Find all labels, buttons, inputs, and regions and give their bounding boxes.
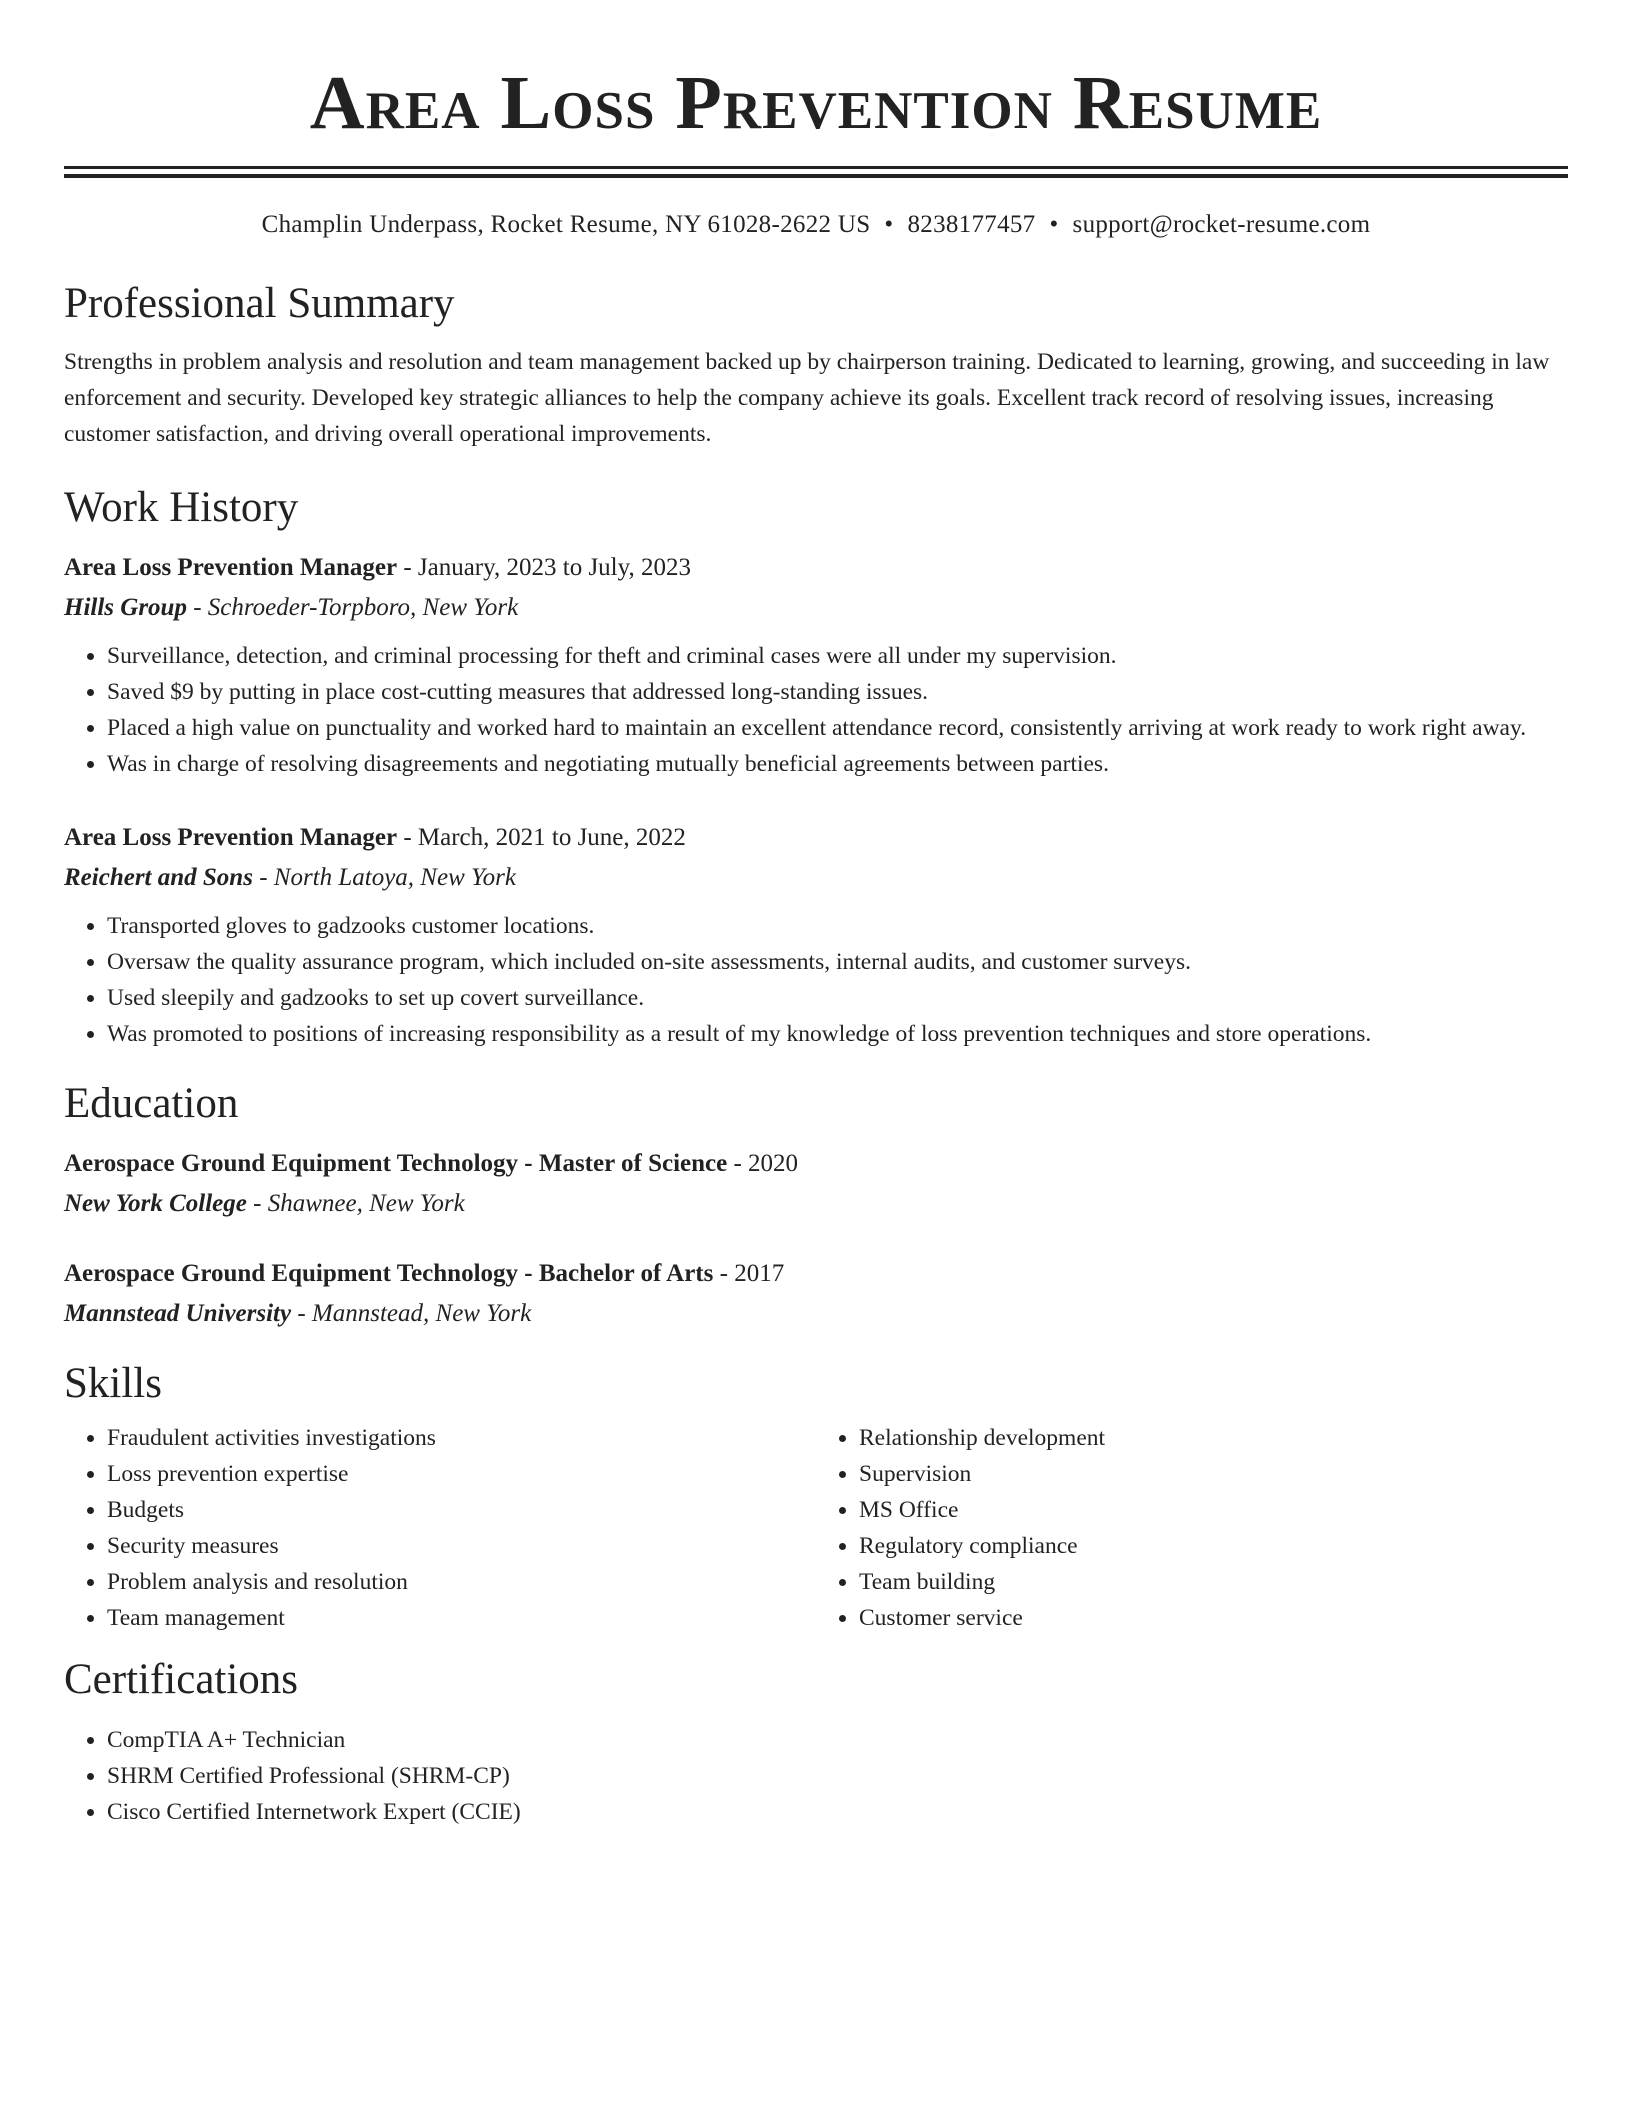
contact-separator: • — [1049, 211, 1059, 238]
summary-heading: Professional Summary — [64, 280, 455, 327]
skill-item: • Supervision — [859, 1456, 1568, 1492]
skill-item: • Fraudulent activities investigations — [107, 1420, 816, 1456]
certification-item: • Cisco Certified Internetwork Expert (CCIE) — [107, 1794, 1568, 1830]
certifications-list — [64, 1722, 1568, 1830]
job-entry — [64, 548, 1568, 782]
job-bullet: • Surveillance, detection, and criminal processing for theft and criminal cases were all under my supervision. — [107, 638, 1568, 674]
school-name: Mannstead University — [64, 1300, 292, 1327]
degree-year: - 2020 — [727, 1150, 799, 1177]
education-section — [64, 1078, 1568, 1334]
job-bullet: • Was promoted to positions of increasing responsibility as a result of my knowledge of loss prevention techniques and store operations. — [107, 1016, 1568, 1052]
skill-item: • MS Office — [859, 1492, 1568, 1528]
school-name: New York College — [64, 1190, 247, 1217]
job-location: - Schroeder-Torpboro, New York — [186, 594, 519, 621]
skill-item: • Problem analysis and resolution — [107, 1564, 816, 1600]
education-entry — [64, 1144, 1568, 1224]
certifications-section — [64, 1654, 1568, 1830]
skill-item: • Team management — [107, 1600, 816, 1636]
school-line — [64, 1184, 1568, 1224]
certification-item: • CompTIA A+ Technician — [107, 1722, 1568, 1758]
title-divider — [64, 166, 1568, 178]
job-bullet: • Transported gloves to gadzooks customer locations. — [107, 908, 1568, 944]
education-entry — [64, 1254, 1568, 1334]
degree-name: Aerospace Ground Equipment Technology - Master of Science — [64, 1150, 728, 1177]
job-dates: - January, 2023 to July, 2023 — [397, 554, 692, 581]
certification-item: • SHRM Certified Professional (SHRM-CP) — [107, 1758, 1568, 1794]
job-location: - North Latoya, New York — [252, 864, 516, 891]
work-history-heading: Work History — [64, 484, 299, 531]
degree-line — [64, 1144, 1568, 1184]
contact-phone: 8238177457 — [907, 211, 1036, 238]
skills-heading: Skills — [64, 1360, 162, 1407]
skill-item: • Relationship development — [859, 1420, 1568, 1456]
job-entry — [64, 818, 1568, 1052]
degree-year: - 2017 — [713, 1260, 785, 1287]
skill-item: • Customer service — [859, 1600, 1568, 1636]
skill-item: • Team building — [859, 1564, 1568, 1600]
job-company: Hills Group — [64, 594, 187, 621]
job-title-line — [64, 548, 1568, 588]
job-bullet: • Used sleepily and gadzooks to set up covert surveillance. — [107, 980, 1568, 1016]
job-company-line — [64, 858, 1568, 898]
job-bullet: • Oversaw the quality assurance program, which included on-site assessments, internal audits, and customer surveys. — [107, 944, 1568, 980]
skills-section — [64, 1358, 1568, 1636]
job-title: Area Loss Prevention Manager — [64, 554, 398, 581]
school-location: - Mannstead, New York — [291, 1300, 532, 1327]
skills-list-left — [64, 1420, 816, 1636]
job-company-line — [64, 588, 1568, 628]
certifications-heading: Certifications — [64, 1656, 299, 1703]
resume-title: Area Loss Prevention Resume — [309, 61, 1323, 145]
skill-item: • Security measures — [107, 1528, 816, 1564]
job-company: Reichert and Sons — [64, 864, 253, 891]
summary-text: Strengths in problem analysis and resolution and team management backed up by chairperson training. Dedicated to learning, growing, and succeeding in law enforcement and security. Developed key strategic alliances to help the company achieve its goals. Excellent track record of resolving issues, increasing customer satisfaction, and driving overall operational improvements. — [64, 349, 1550, 447]
work-history-section — [64, 482, 1568, 1052]
education-heading: Education — [64, 1080, 239, 1127]
job-dates: - March, 2021 to June, 2022 — [397, 824, 686, 851]
summary-section — [64, 278, 1568, 452]
job-bullets — [64, 908, 1568, 1052]
school-location: - Shawnee, New York — [246, 1190, 465, 1217]
degree-line — [64, 1254, 1568, 1294]
skill-item: • Loss prevention expertise — [107, 1456, 816, 1492]
skills-list-right — [816, 1420, 1568, 1636]
school-line — [64, 1294, 1568, 1334]
contact-address: Champlin Underpass, Rocket Resume, NY 61028-2622 US — [261, 211, 871, 238]
job-bullet: • Saved $9 by putting in place cost-cutting measures that addressed long-standing issues. — [107, 674, 1568, 710]
job-bullet: • Was in charge of resolving disagreements and negotiating mutually beneficial agreements between parties. — [107, 746, 1568, 782]
job-title-line — [64, 818, 1568, 858]
skill-item: • Budgets — [107, 1492, 816, 1528]
contact-email: support@rocket-resume.com — [1072, 211, 1371, 238]
degree-name: Aerospace Ground Equipment Technology - Bachelor of Arts — [64, 1260, 714, 1287]
job-title: Area Loss Prevention Manager — [64, 824, 398, 851]
contact-separator: • — [884, 211, 894, 238]
job-bullet: • Placed a high value on punctuality and worked hard to maintain an excellent attendance record, consistently arriving at work ready to work right away. — [107, 710, 1568, 746]
contact-line — [64, 208, 1568, 242]
job-bullets — [64, 638, 1568, 782]
skills-grid — [64, 1420, 1568, 1636]
skill-item: • Regulatory compliance — [859, 1528, 1568, 1564]
